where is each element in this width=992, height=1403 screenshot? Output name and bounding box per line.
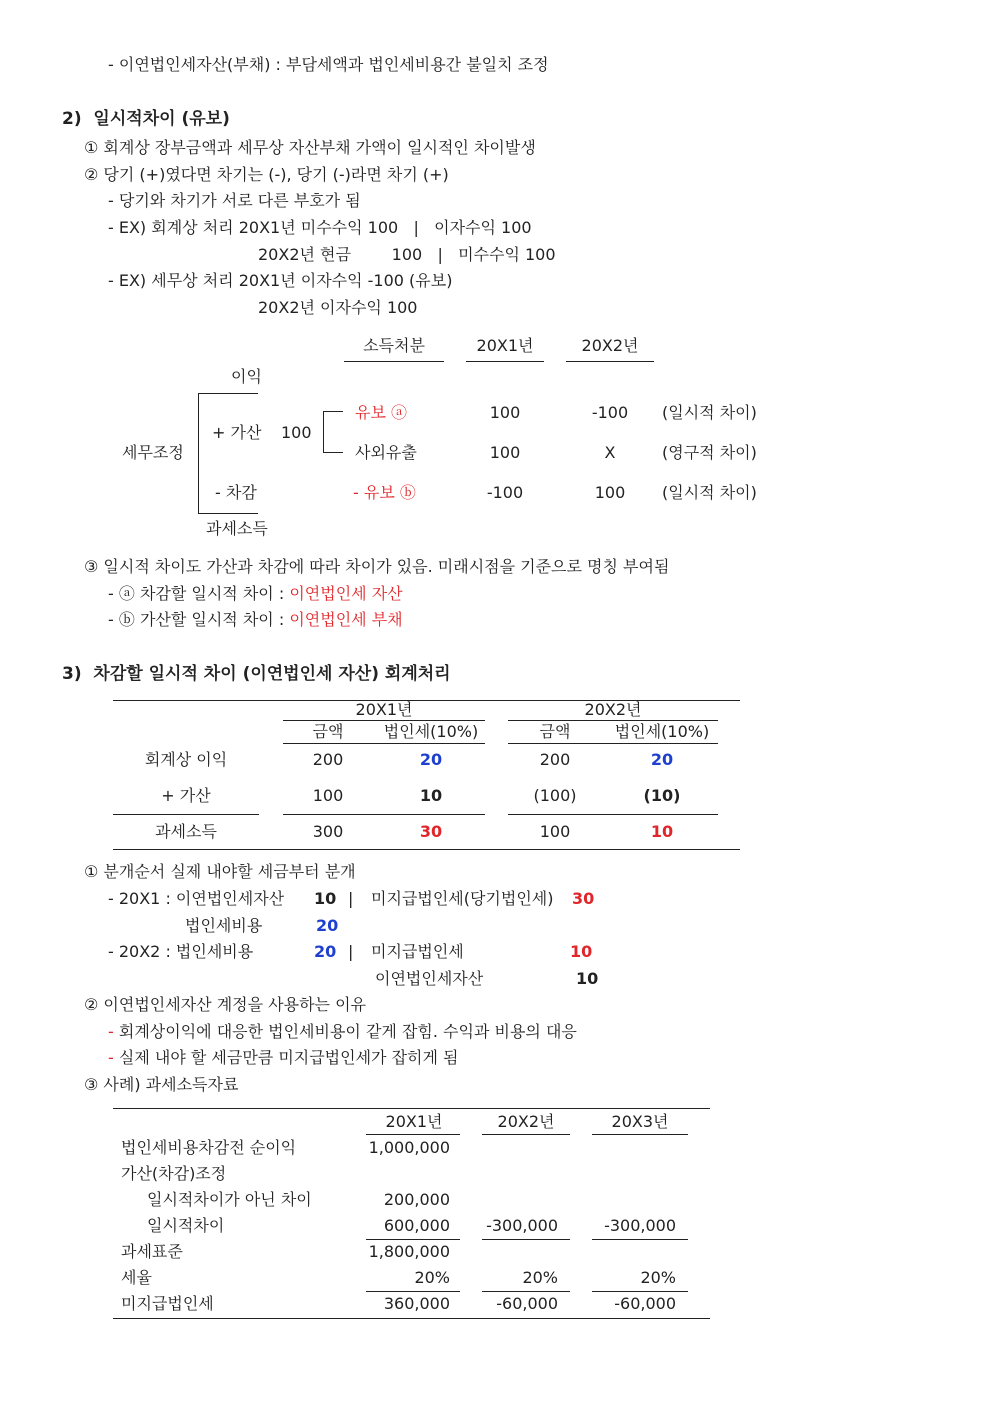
diagram-row-y1: 100 [489, 443, 521, 462]
s2-example-2a: - EX) 세무상 처리 20X1년 이자수익 -100 (유보) [108, 271, 453, 290]
table2-sum-rule [482, 1239, 570, 1240]
s2-example-1a: - EX) 회계상 처리 20X1년 미수수익 100 | 이자수익 100 [108, 218, 532, 237]
diagram-row-label: - 유보 ⓑ [353, 483, 416, 502]
table2-sum-rule [592, 1239, 688, 1240]
diagram-row-y2: 100 [594, 483, 626, 502]
journal-1-debit: - 20X1 : 이연법인세자산 [108, 889, 285, 908]
diagram-bracket [198, 513, 258, 514]
s2-point-3a [108, 584, 403, 604]
diagram-add-label: + 가산 [212, 423, 262, 442]
table1-row-label: + 가산 [161, 786, 211, 805]
s3-point-2a [108, 1022, 577, 1042]
s3-point-3: ③ 사례) 과세소득자료 [84, 1075, 239, 1094]
section-3-heading: 3) 차감할 일시적 차이 (이연법인세 자산) 회계처리 [62, 664, 451, 684]
diagram-underline [344, 361, 444, 362]
table2-cell: 1,800,000 [368, 1242, 450, 1261]
table2-bottom-rule [113, 1318, 710, 1319]
diagram-row-label: 사외유출 [355, 443, 417, 462]
diagram-row-y2: X [604, 443, 616, 462]
s2-point-3b-term: 이연법인세 부채 [289, 610, 403, 629]
table2-cell: 20% [522, 1268, 558, 1287]
journal-2-debit-amount: 20 [314, 942, 337, 961]
diagram-head-y2: 20X2년 [581, 336, 639, 355]
journal-2-credit-amount: 10 [570, 942, 593, 961]
table2-cell: -60,000 [614, 1294, 676, 1313]
s2-example-1b: 20X2년 현금 100 | 미수수익 100 [258, 245, 556, 264]
journal-1-credit: 미지급법인세(당기법인세) [371, 889, 554, 908]
s2-point-3: ③ 일시적 차이도 가산과 차감에 따라 차이가 있음. 미래시점을 기준으로 명칭 부여됨 [84, 557, 670, 576]
table2-cell: 600,000 [383, 1216, 450, 1235]
s2-point-3b [108, 610, 403, 630]
journal-1-credit-amount: 30 [572, 889, 595, 908]
diagram-underline [566, 361, 654, 362]
table1-row-label: 과세소득 [155, 822, 217, 841]
journal-1b-debit-amount: 20 [316, 916, 339, 935]
table1-subhead: 금액 [312, 722, 344, 741]
s2-example-2b: 20X2년 이자수익 100 [258, 298, 418, 317]
s3-point-2b-dash: - [108, 1048, 114, 1067]
table1-year-2: 20X2년 [584, 700, 642, 719]
table2-top-rule [113, 1108, 710, 1109]
diagram-row-y1: 100 [489, 403, 521, 422]
table1-cell: 200 [539, 750, 571, 769]
table1-cell: 30 [419, 822, 443, 841]
s3-point-2a-dash: - [108, 1022, 114, 1041]
diagram-branch [323, 452, 343, 453]
table1-cell: (10) [643, 786, 681, 805]
table2-row-label: 법인세비용차감전 순이익 [121, 1138, 297, 1157]
diagram-add-amount: 100 [281, 423, 312, 442]
journal-1-separator: | [348, 889, 354, 908]
s3-point-2b-text: 실제 내야 할 세금만큼 미지급법인세가 잡히게 됨 [113, 1048, 459, 1067]
journal-1-debit-amount: 10 [314, 889, 337, 908]
table1-bottom-rule [113, 849, 740, 850]
diagram-side-label: 세무조정 [122, 443, 184, 462]
table1-subhead: 법인세(10%) [614, 722, 710, 741]
table2-cell: -300,000 [604, 1216, 676, 1235]
table2-cell: 20% [414, 1268, 450, 1287]
table1-cell: 10 [419, 786, 443, 805]
diagram-bracket [198, 393, 199, 514]
table1-cell: 20 [419, 750, 443, 769]
diagram-branch [323, 411, 343, 412]
table1-cell: 100 [312, 786, 344, 805]
diagram-head-y1: 20X1년 [476, 336, 534, 355]
diagram-bottom-label: 과세소득 [206, 519, 268, 538]
table2-cell: 20% [640, 1268, 676, 1287]
table2-year: 20X1년 [385, 1112, 443, 1131]
table2-row-label: 가산(차감)조정 [121, 1164, 227, 1183]
diagram-branch [323, 411, 324, 453]
table1-subhead: 금액 [539, 722, 571, 741]
s3-point-2b [108, 1048, 459, 1068]
top-line: - 이연법인세자산(부채) : 부담세액과 법인세비용간 불일치 조정 [108, 55, 549, 74]
journal-2-separator: | [348, 942, 354, 961]
table2-row-label: 과세표준 [121, 1242, 183, 1261]
table1-cell: 10 [650, 822, 674, 841]
table2-head-rule [366, 1134, 460, 1135]
table2-sum-rule [482, 1291, 570, 1292]
table2-row-label: 일시적차이가 아닌 차이 [147, 1190, 312, 1209]
journal-2b-credit-amount: 10 [576, 969, 599, 988]
diagram-row-note: (일시적 차이) [662, 403, 757, 422]
table1-row-label: 회계상 이익 [144, 750, 228, 769]
table1-year-rule [508, 720, 718, 721]
table1-sum-rule [283, 814, 485, 815]
diagram-bracket [198, 393, 258, 394]
table2-cell: 360,000 [383, 1294, 450, 1313]
table2-cell: 1,000,000 [368, 1138, 450, 1157]
table1-sub-rule [283, 743, 485, 744]
table1-cell: 20 [650, 750, 674, 769]
table1-sum-rule [113, 814, 259, 815]
table2-row-label: 일시적차이 [147, 1216, 225, 1235]
table2-sum-rule [592, 1291, 688, 1292]
table1-sum-rule [508, 814, 718, 815]
journal-2-credit: 미지급법인세 [371, 942, 464, 961]
table2-cell: 200,000 [383, 1190, 450, 1209]
s3-point-2a-text: 회계상이익에 대응한 법인세비용이 같게 잡힘. 수익과 비용의 대응 [113, 1022, 577, 1041]
section-2-heading: 2) 일시적차이 (유보) [62, 109, 230, 129]
diagram-row-y2: -100 [591, 403, 629, 422]
journal-1b-debit: 법인세비용 [185, 916, 263, 935]
table2-row-label: 세율 [121, 1268, 152, 1287]
diagram-row-label: 유보 ⓐ [355, 403, 407, 422]
table1-year-1: 20X1년 [355, 700, 413, 719]
table1-cell: 100 [539, 822, 571, 841]
table1-sub-rule [508, 743, 718, 744]
journal-2b-credit: 이연법인세자산 [375, 969, 484, 988]
s3-point-2: ② 이연법인세자산 계정을 사용하는 이유 [84, 995, 366, 1014]
s2-point-3a-prefix: - ⓐ 차감할 일시적 차이 : [108, 584, 290, 603]
diagram-head-disposition: 소득처분 [363, 336, 425, 355]
table2-sum-rule [366, 1239, 460, 1240]
s2-point-2: ② 당기 (+)였다면 차기는 (-), 당기 (-)라면 차기 (+) [84, 165, 449, 184]
diagram-sub-label: - 차감 [215, 483, 257, 502]
table2-head-rule [592, 1134, 688, 1135]
diagram-top-label: 이익 [231, 367, 262, 386]
table2-year: 20X2년 [497, 1112, 555, 1131]
table2-year: 20X3년 [611, 1112, 669, 1131]
table1-cell: 200 [312, 750, 344, 769]
table2-head-rule [482, 1134, 570, 1135]
diagram-row-note: (일시적 차이) [662, 483, 757, 502]
s2-point-3a-term: 이연법인세 자산 [289, 584, 403, 603]
table1-subhead: 법인세(10%) [383, 722, 479, 741]
table2-cell: -300,000 [486, 1216, 558, 1235]
diagram-underline [466, 361, 544, 362]
s2-point-2a: - 당기와 차기가 서로 다른 부호가 됨 [108, 191, 361, 210]
table2-row-label: 미지급법인세 [121, 1294, 214, 1313]
table1-cell: 300 [312, 822, 344, 841]
diagram-row-note: (영구적 차이) [662, 443, 757, 462]
journal-2-debit: - 20X2 : 법인세비용 [108, 942, 254, 961]
s2-point-3b-prefix: - ⓑ 가산할 일시적 차이 : [108, 610, 290, 629]
diagram-row-y1: -100 [486, 483, 524, 502]
table1-year-rule [283, 720, 485, 721]
table2-sum-rule [366, 1291, 460, 1292]
table1-cell: (100) [533, 786, 577, 805]
s3-point-1: ① 분개순서 실제 내야할 세금부터 분개 [84, 862, 356, 881]
table2-cell: -60,000 [496, 1294, 558, 1313]
s2-point-1: ① 회계상 장부금액과 세무상 자산부채 가액이 일시적인 차이발생 [84, 138, 536, 157]
